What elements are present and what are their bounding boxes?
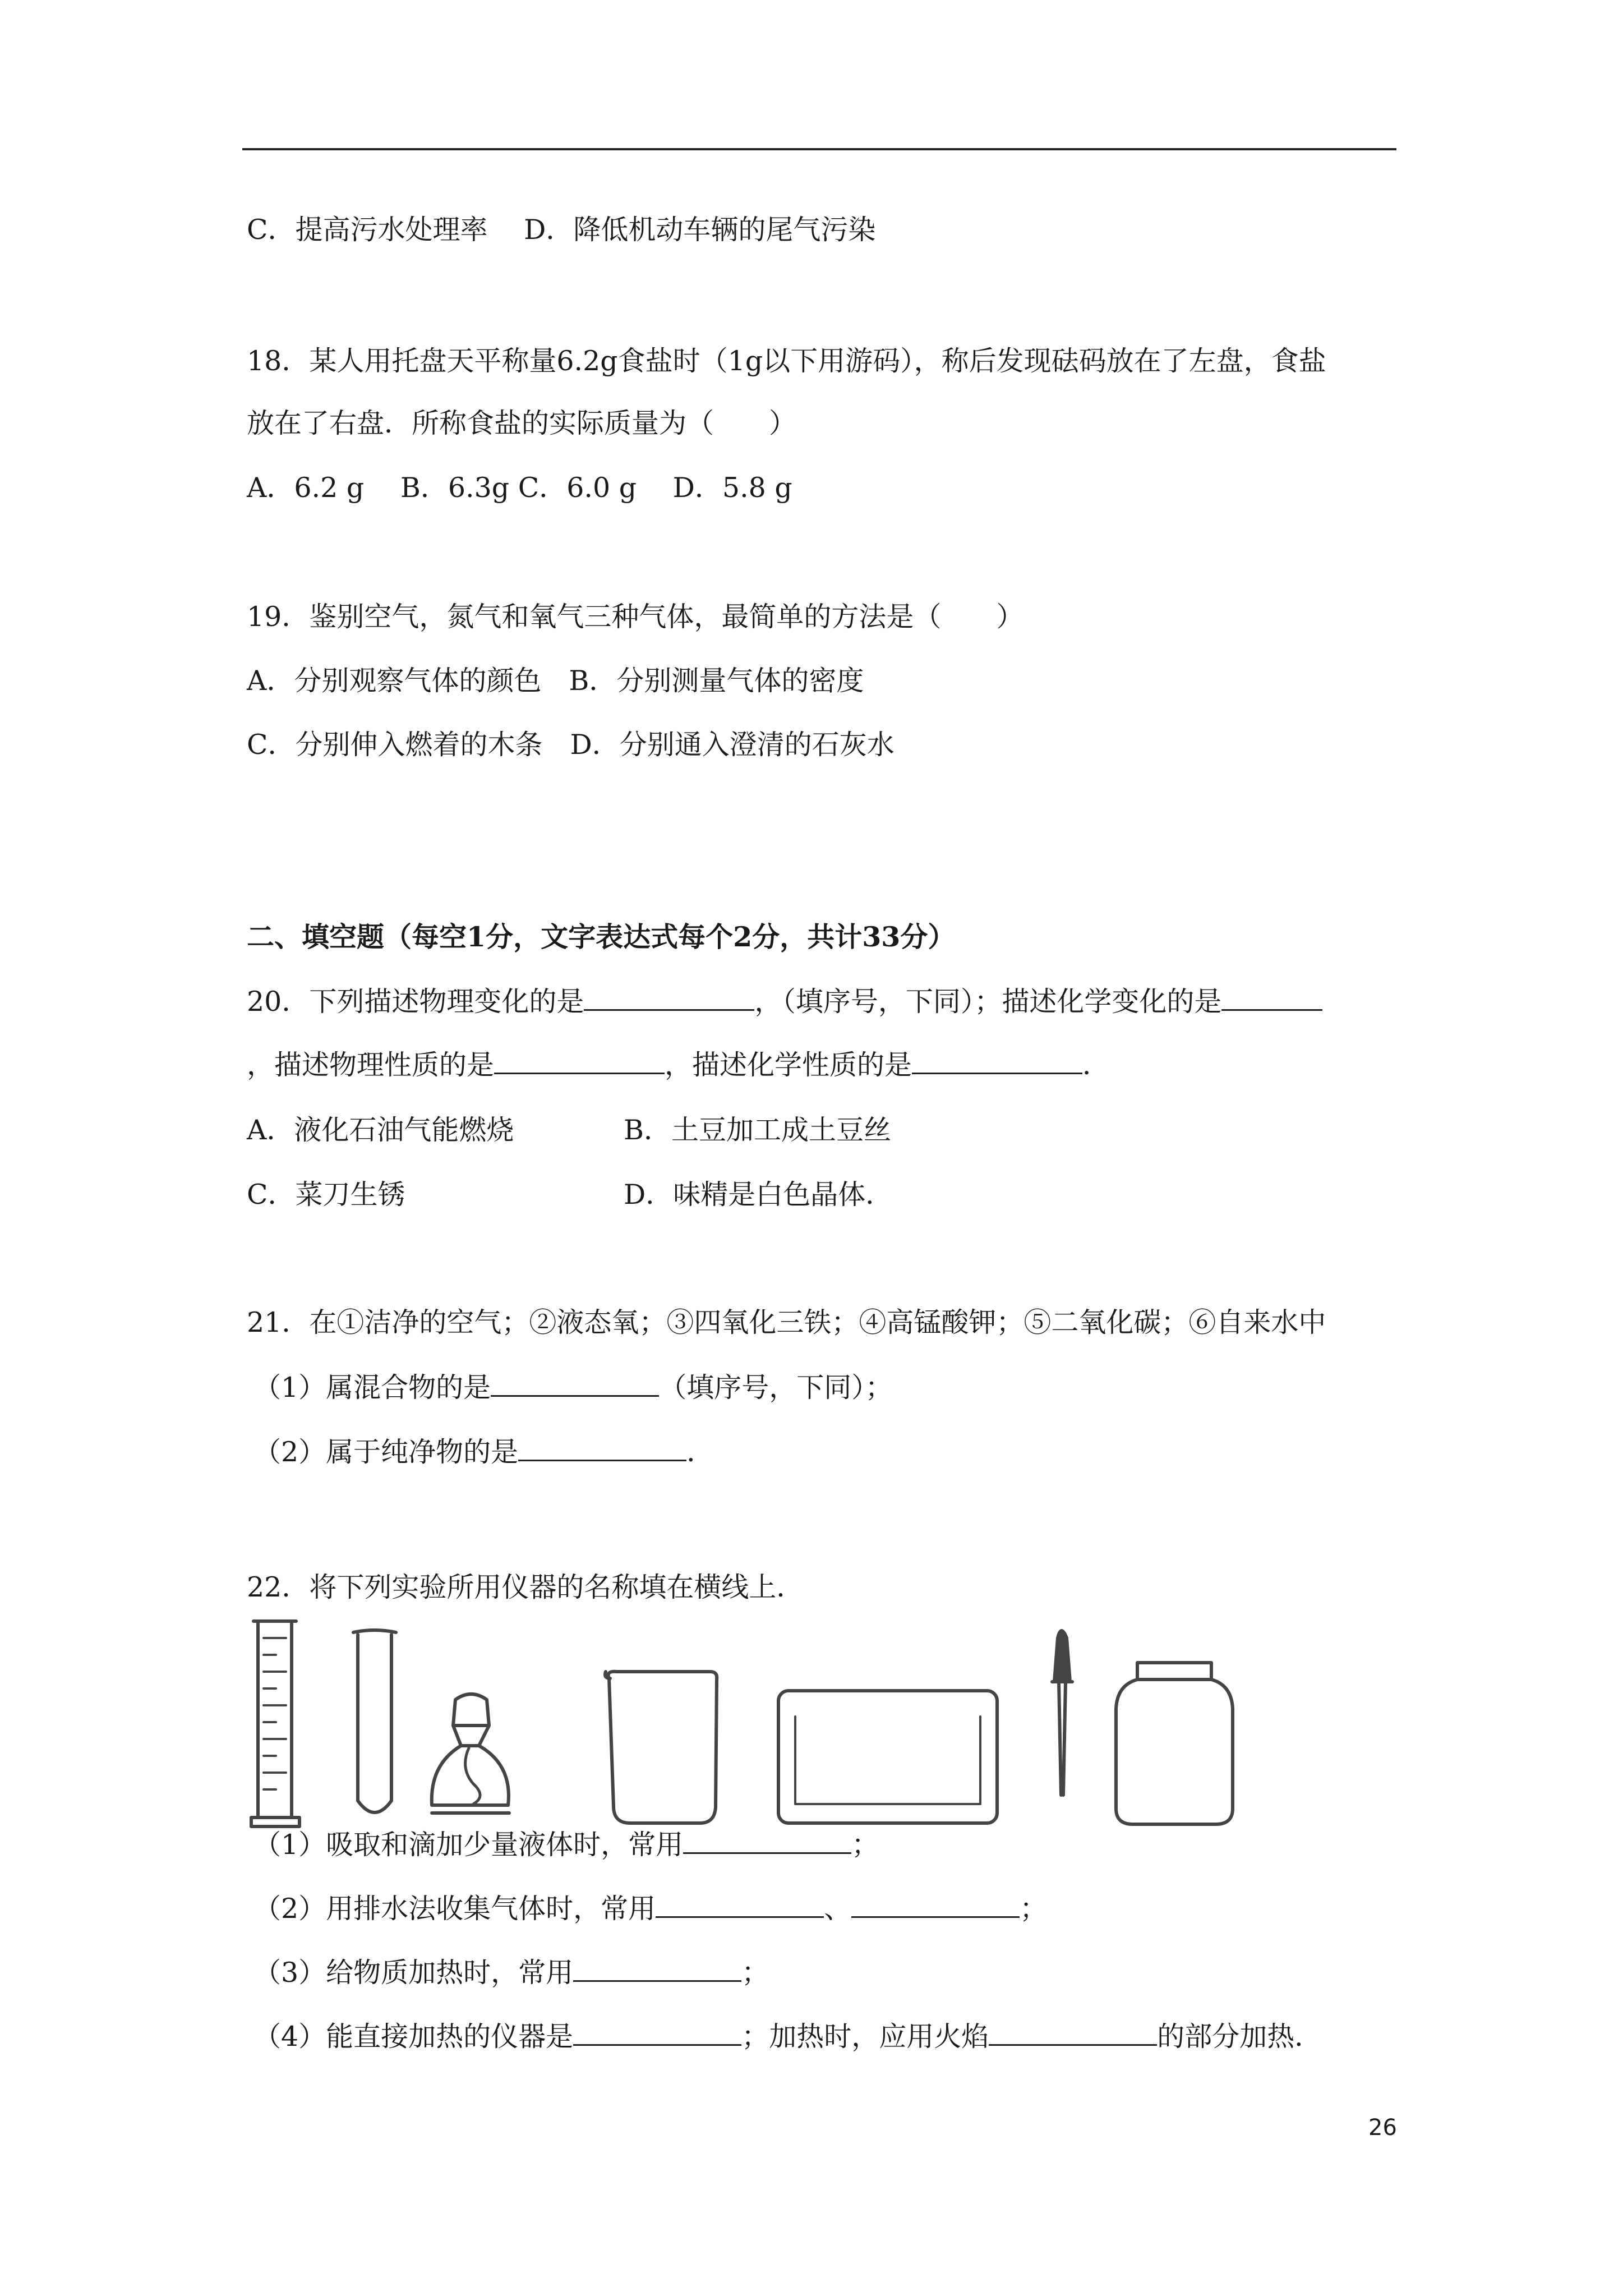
q22-text: ；加热时，应用火焰 [741,2021,989,2053]
q21-text: ． [686,1436,714,1468]
q22-text: （2）用排水法收集气体时，常用 [253,1893,656,1925]
answer-blank[interactable] [912,1048,1082,1074]
q21-part2 [253,1435,714,1469]
q20-text: ，（填序号，下同）；描述化学变化的是 [754,986,1222,1018]
q18-options: A．6.2 g B．6.3g C．6.0 g D．5.8 g [247,472,792,504]
q22-text: ； [1020,1893,1048,1925]
q21-part1 [253,1370,893,1405]
section-title: 二、填空题（每空1分，文字表达式每个2分，共计33分） [247,921,956,953]
answer-blank[interactable] [573,1955,741,1982]
graduated-cylinder-icon [251,1621,299,1826]
q20-option-a: A．液化石油气能燃烧 [247,1114,514,1146]
q20-text: 20．下列描述物理变化的是 [247,986,584,1018]
answer-blank[interactable] [683,1828,851,1854]
q20-text: ，描述物理性质的是 [247,1049,495,1081]
gas-jar-icon [1116,1663,1233,1824]
answer-blank[interactable] [494,1048,665,1074]
q20-option-b: B．土豆加工成土豆丝 [624,1114,892,1146]
q21-stem: 21．在①洁净的空气；②液态氧；③四氧化三铁；④高锰酸钾；⑤二氧化碳；⑥自来水中 [247,1306,1326,1338]
q19-options-ab: A．分别观察气体的颜色 B．分别测量气体的密度 [247,665,864,697]
answer-blank[interactable] [584,984,754,1011]
q22-part4 [253,2019,1322,2054]
alcohol-lamp-icon [432,1694,509,1813]
q22-text: （4）能直接加热的仪器是 [253,2021,574,2053]
page-number: 26 [1368,2115,1397,2141]
q22-text: ； [741,1957,769,1989]
q22-text: ； [851,1829,879,1861]
q17-options-cd: C．提高污水处理率 D．降低机动车辆的尾气污染 [247,214,876,246]
q19-options-cd: C．分别伸入燃着的木条 D．分别通入澄清的石灰水 [247,729,895,761]
q18-stem-line2: 放在了右盘．所称食盐的实际质量为（ ） [247,407,797,439]
lab-equipment-figure [247,1616,1245,1829]
answer-blank[interactable] [989,2019,1157,2046]
q20-option-c: C．菜刀生锈 [247,1179,405,1211]
q22-part2 [253,1892,1047,1926]
q21-text: （2）属于纯净物的是 [253,1436,519,1468]
q20-text: ，描述化学性质的是 [665,1049,912,1081]
q20-line1 [247,984,1322,1019]
q22-text: 、 [824,1893,852,1925]
answer-blank[interactable] [518,1435,686,1461]
q19-stem: 19．鉴别空气，氮气和氧气三种气体，最简单的方法是（ ） [247,601,1024,633]
q22-text: 的部分加热． [1157,2021,1322,2053]
dropper-icon [1052,1631,1072,1795]
q21-text: （1）属混合物的是 [253,1372,491,1404]
q22-part1 [253,1828,879,1862]
q20-line2 [247,1048,1110,1082]
answer-blank[interactable] [491,1370,659,1397]
q22-text: （1）吸取和滴加少量液体时，常用 [253,1829,684,1861]
q22-part3 [253,1955,769,1990]
q20-option-d: D．味精是白色晶体． [624,1179,893,1211]
q20-text: ． [1082,1049,1110,1081]
answer-blank[interactable] [573,2019,741,2046]
test-tube-icon [353,1630,396,1812]
beaker-icon [605,1672,717,1823]
q18-stem-line1: 18．某人用托盘天平称量6.2g食盐时（1g以下用游码），称后发现砝码放在了左盘，食盐 [247,345,1326,377]
answer-blank[interactable] [851,1892,1020,1918]
q22-text: （3）给物质加热时，常用 [253,1957,574,1989]
answer-blank[interactable] [1221,984,1322,1011]
q22-stem: 22．将下列实验所用仪器的名称填在横线上． [247,1571,804,1603]
header-rule [242,148,1396,150]
trough-icon [778,1691,997,1823]
answer-blank[interactable] [656,1892,824,1918]
q21-text: （填序号，下同）； [659,1372,893,1404]
